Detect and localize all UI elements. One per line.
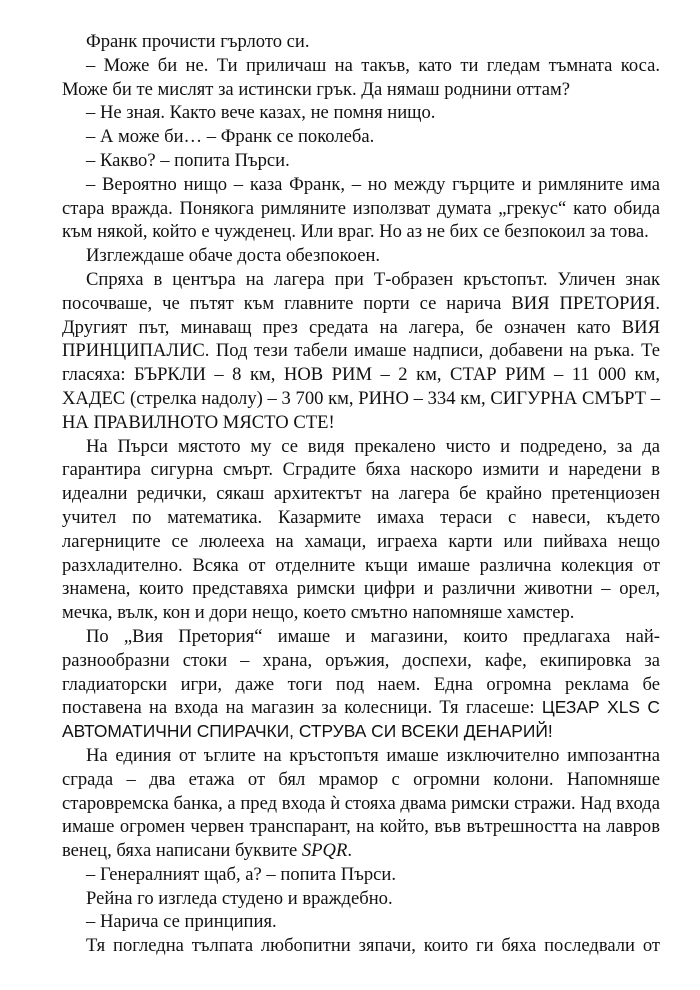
paragraph: – Може би не. Ти приличаш на такъв, като ти гледам тъмната коса. Може би те мислят за истински грък. Да нямаш роднини оттам?	[62, 54, 660, 100]
paragraph: Спряха в центъра на лагера при Т-образен кръстопът. Уличен знак посочваше, че пътят към главните порти се нарича ВИЯ ПРЕТОРИЯ. Другият път, минаващ през средата на лагера, бе означен като ВИЯ ПРИНЦИПАЛИС. Под тези табели имаше надписи, добавени на ръка. Те гласяха: БЪРКЛИ – 8 км, НОВ РИМ – 2 км, СТАР РИМ – 11 000 км, ХАДЕС (стрелка надолу) – 3 700 км, РИНО – 334 км, СИГУРНА СМЪРТ – НА ПРАВИЛНОТО МЯСТО СТЕ!	[62, 268, 660, 433]
paragraph: Рейна го изгледа студено и враждебно.	[86, 887, 393, 909]
paragraph: – Генералният щаб, а? – попита Пърси.	[86, 863, 396, 885]
paragraph: – А може би… – Франк се поколеба.	[86, 126, 375, 148]
paragraph: Тя погледна тълпата любопитни зяпачи, които ги бяха последвали от	[86, 935, 660, 957]
paragraph: Франк прочисти гърлото си.	[86, 31, 310, 52]
paragraph	[62, 744, 660, 863]
paragraph: – Какво? – попита Пърси.	[86, 149, 290, 171]
paragraph: – Не зная. Както вече казах, не помня нищо.	[86, 102, 436, 124]
ad-slogan: ЦЕЗАР XLS С АВТОМАТИЧНИ СПИРАЧКИ, СТРУВА СИ ВСЕКИ ДЕНАРИЙ!	[62, 697, 660, 742]
book-page	[62, 30, 660, 958]
paragraph: – Нарича се принципия.	[86, 911, 277, 933]
paragraph	[62, 625, 660, 744]
paragraph: На Пърси мястото му се видя прекалено чисто и подредено, за да гарантира сигурна смърт. Сградите бяха наскоро измити и наредени в идеални редички, сякаш архитектът на лагера бе крайно претенциозен учител по математика. Казармите имаха тераси с навеси, където лагерниците се люлееха на хамаци, играеха карти или пийваха нещо разхладително. Всяка от отделните къщи имаше различна колекция от знамена, които представяха римски цифри и различни животни – орел, мечка, вълк, кон и дори нещо, което смътно напомняше хамстер.	[62, 435, 660, 624]
paragraph-text: На единия от ъглите на кръстопътя имаше изключително импозантна сграда – два етажа от бял мрамор с огромни колони. Напомняше старовремска банка, а пред входа ѝ стояха двама римски стражи. Над входа имаше огромен червен транспарант, на който, във вътрешността на лавров венец, бяха написани буквите	[62, 744, 660, 862]
spqr-emphasis: SPQR	[301, 840, 348, 862]
paragraph-punctuation: .	[347, 840, 352, 862]
paragraph: – Вероятно нищо – каза Франк, – но между гърците и римляните има стара вражда. Понякога римляните използват думата „грекус“ като обида към някой, който е чужденец. Или враг. Но аз не бих се безпокоил за това.	[62, 173, 660, 243]
paragraph-text: По „Вия Претория“ имаше и магазини, които предлагаха най-разнообразни стоки – храна, оръжия, доспехи, кафе, екипировка за гладиаторски игри, даже тоги под наем. Една огромна реклама бе поставена на входа на магазин за колесници. Тя гласеше:	[62, 625, 660, 719]
paragraph: Изглеждаше обаче доста обезпокоен.	[86, 245, 381, 267]
